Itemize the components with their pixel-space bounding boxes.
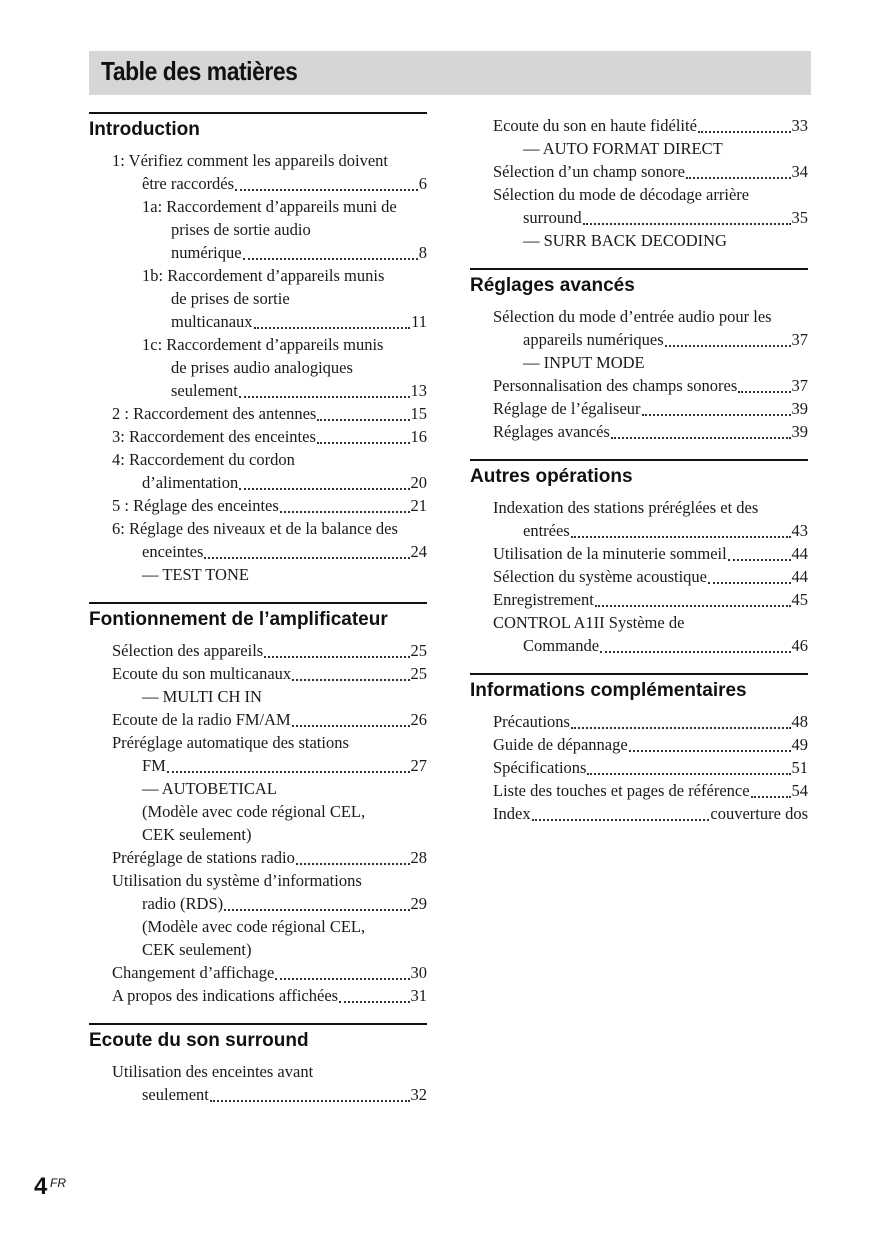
toc-entry-text: 2 : Raccordement des antennes xyxy=(112,404,317,423)
toc-entry-text: Sélection d’un champ sonore xyxy=(493,162,685,181)
toc-entry-page: 44 xyxy=(791,567,808,586)
toc-entry[interactable] xyxy=(89,540,427,563)
toc-entry-text: 5 : Réglage des enceintes xyxy=(112,496,279,515)
toc-entry[interactable] xyxy=(89,149,427,172)
toc-entry-page: 26 xyxy=(410,710,427,729)
toc-entry[interactable] xyxy=(89,708,427,731)
toc-entry[interactable] xyxy=(89,471,427,494)
toc-entry[interactable] xyxy=(89,402,427,425)
toc-entry[interactable] xyxy=(89,754,427,777)
toc-section xyxy=(89,112,427,586)
toc-entry[interactable] xyxy=(470,305,808,328)
toc-entry-text: — SURR BACK DECODING xyxy=(523,231,727,250)
dot-leader xyxy=(239,396,410,398)
toc-entry-page: 8 xyxy=(418,243,427,262)
dot-leader xyxy=(317,419,409,421)
section-heading: Fontionnement de l’amplificateur xyxy=(89,602,427,632)
toc-entry[interactable] xyxy=(89,310,427,333)
toc-entry-text: Utilisation du système d’informations xyxy=(112,871,362,890)
toc-entry-page: 25 xyxy=(410,664,427,683)
dot-leader xyxy=(698,131,791,133)
toc-entry[interactable] xyxy=(89,915,427,938)
toc-entry-text: — AUTO FORMAT DIRECT xyxy=(523,139,723,158)
toc-entry[interactable] xyxy=(89,448,427,471)
dot-leader xyxy=(600,651,790,653)
toc-entry-text: Sélection du système acoustique xyxy=(493,567,707,586)
toc-entry-text: Index xyxy=(493,804,531,823)
page-language: FR xyxy=(50,1176,66,1190)
toc-entry-text: Spécifications xyxy=(493,758,587,777)
toc-entry-text: CONTROL A1II Système de xyxy=(493,613,685,632)
toc-entry-text: de prises de sortie xyxy=(171,289,290,308)
dot-leader xyxy=(583,223,791,225)
toc-entry-text: 4: Raccordement du cordon xyxy=(112,450,295,469)
toc-entry[interactable] xyxy=(89,517,427,540)
toc-entry[interactable] xyxy=(89,823,427,846)
toc-entry-text: Sélection du mode d’entrée audio pour les xyxy=(493,307,772,326)
toc-entry[interactable] xyxy=(89,984,427,1007)
toc-entry-text: multicanaux xyxy=(171,312,253,331)
toc-entry-page: 34 xyxy=(791,162,808,181)
toc-entry-page: 30 xyxy=(410,963,427,982)
toc-entry-text: Utilisation des enceintes avant xyxy=(112,1062,314,1081)
toc-entry-page: 39 xyxy=(791,422,808,441)
toc-entry-page: 35 xyxy=(791,208,808,227)
dot-leader xyxy=(292,725,410,727)
toc-entry-text: Ecoute du son multicanaux xyxy=(112,664,292,683)
toc-entry-page: 48 xyxy=(791,712,808,731)
toc-entry[interactable] xyxy=(89,938,427,961)
toc-entry-page: 27 xyxy=(410,756,427,775)
toc-entry-page: 43 xyxy=(791,521,808,540)
toc-entry-text: prises de sortie audio xyxy=(171,220,311,239)
toc-entry-text: de prises audio analogiques xyxy=(171,358,353,377)
dot-leader xyxy=(708,582,791,584)
page-title: Table des matières xyxy=(101,56,298,86)
toc-entry-text: Sélection du mode de décodage arrière xyxy=(493,185,750,204)
toc-entry[interactable] xyxy=(89,287,427,310)
toc-entry-page: 45 xyxy=(791,590,808,609)
title-band xyxy=(89,51,811,95)
page-number: 4 xyxy=(34,1173,48,1200)
toc-entry-text: 3: Raccordement des enceintes xyxy=(112,427,316,446)
dot-leader xyxy=(296,863,410,865)
toc-entry[interactable] xyxy=(89,869,427,892)
toc-section xyxy=(470,459,808,657)
toc-entry-text: Indexation des stations préréglées et des xyxy=(493,498,759,517)
toc-entry-text: Préréglage de stations radio xyxy=(112,848,295,867)
dot-leader xyxy=(686,177,791,179)
toc-entry[interactable] xyxy=(89,777,427,800)
dot-leader xyxy=(167,771,410,773)
dot-leader xyxy=(611,437,791,439)
toc-entry[interactable] xyxy=(470,710,808,733)
toc-entry[interactable] xyxy=(89,379,427,402)
toc-entry[interactable] xyxy=(89,1083,427,1106)
toc-entry[interactable] xyxy=(89,731,427,754)
dot-leader xyxy=(751,796,791,798)
dot-leader xyxy=(629,750,791,752)
toc-entry-page: 32 xyxy=(410,1085,427,1104)
toc-entry[interactable] xyxy=(89,218,427,241)
toc-entry[interactable] xyxy=(89,1060,427,1083)
dot-leader xyxy=(243,258,418,260)
toc-entry[interactable] xyxy=(89,241,427,264)
toc-entry[interactable] xyxy=(89,685,427,708)
toc-entry-page: 13 xyxy=(410,381,427,400)
toc-entry-page: 39 xyxy=(791,399,808,418)
toc-entry-page: 37 xyxy=(791,330,808,349)
dot-leader xyxy=(738,391,790,393)
toc-entry-text: seulement xyxy=(171,381,238,400)
dot-leader xyxy=(339,1001,409,1003)
toc-entry-page: 31 xyxy=(410,986,427,1005)
dot-leader xyxy=(292,679,409,681)
toc-entry-text: CEK seulement) xyxy=(142,940,252,959)
toc-entry-text: 1b: Raccordement d’appareils munis xyxy=(142,266,385,285)
toc-entry-page: 46 xyxy=(791,636,808,655)
toc-section xyxy=(470,673,808,825)
toc-entry-page: 28 xyxy=(410,848,427,867)
toc-entry-text: Sélection des appareils xyxy=(112,641,264,660)
toc-entry-text: radio (RDS) xyxy=(142,894,224,913)
dot-leader xyxy=(280,511,410,513)
toc-entry[interactable] xyxy=(89,961,427,984)
dot-leader xyxy=(204,557,409,559)
toc-entry[interactable] xyxy=(470,565,808,588)
dot-leader xyxy=(532,819,710,821)
right-column xyxy=(470,112,808,841)
toc-entry-text: 1: Vérifiez comment les appareils doivent xyxy=(112,151,388,170)
dot-leader xyxy=(275,978,409,980)
toc-entry-page: 16 xyxy=(410,427,427,446)
toc-entry-page: 51 xyxy=(791,758,808,777)
toc-entry-text: Précautions xyxy=(493,712,570,731)
toc-entry[interactable] xyxy=(89,333,427,356)
toc-entry[interactable] xyxy=(470,519,808,542)
toc-entry[interactable] xyxy=(470,496,808,519)
toc-entry-text: Personnalisation des champs sonores xyxy=(493,376,738,395)
dot-leader xyxy=(317,442,410,444)
toc-entry[interactable] xyxy=(470,542,808,565)
toc-entry[interactable] xyxy=(89,662,427,685)
toc-entry[interactable] xyxy=(470,229,808,252)
toc-entry-text: Utilisation de la minuterie sommeil xyxy=(493,544,727,563)
dot-leader xyxy=(224,909,409,911)
toc-entry[interactable] xyxy=(89,264,427,287)
dot-leader xyxy=(254,327,411,329)
toc-entry-text: Ecoute de la radio FM/AM xyxy=(112,710,291,729)
toc-entry[interactable] xyxy=(470,756,808,779)
toc-entry-text: être raccordés xyxy=(142,174,235,193)
dot-leader xyxy=(571,727,791,729)
toc-entry-text: d’alimentation xyxy=(142,473,239,492)
toc-entry[interactable] xyxy=(89,639,427,662)
toc-entry[interactable] xyxy=(89,356,427,379)
toc-entry-text: 1a: Raccordement d’appareils muni de xyxy=(142,197,397,216)
toc-entry-page: 44 xyxy=(791,544,808,563)
toc-entry-text: Préréglage automatique des stations xyxy=(112,733,349,752)
toc-entry[interactable] xyxy=(89,494,427,517)
toc-entry-text: FM xyxy=(142,756,166,775)
toc-entry-text: — AUTOBETICAL xyxy=(142,779,277,798)
section-heading: Ecoute du son surround xyxy=(89,1023,427,1053)
toc-entry[interactable] xyxy=(470,137,808,160)
toc-entry[interactable] xyxy=(470,611,808,634)
dot-leader xyxy=(235,189,418,191)
toc-entry[interactable] xyxy=(470,634,808,657)
toc-entry-page: 33 xyxy=(791,116,808,135)
dot-leader xyxy=(728,559,791,561)
toc-entry[interactable] xyxy=(470,183,808,206)
toc-entry-page: couverture dos xyxy=(710,804,808,823)
toc-entry[interactable] xyxy=(89,892,427,915)
toc-entry-text: Changement d’affichage xyxy=(112,963,275,982)
toc-entry-text: seulement xyxy=(142,1085,209,1104)
toc-entry-text: Liste des touches et pages de référence xyxy=(493,781,750,800)
dot-leader xyxy=(264,656,409,658)
toc-section xyxy=(470,268,808,443)
toc-entry-text: Ecoute du son en haute fidélité xyxy=(493,116,697,135)
toc-entry[interactable] xyxy=(470,351,808,374)
left-column xyxy=(89,112,427,1122)
toc-entry[interactable] xyxy=(470,114,808,137)
section-heading: Réglages avancés xyxy=(470,268,808,298)
dot-leader xyxy=(239,488,409,490)
toc-entry-text: numérique xyxy=(171,243,242,262)
dot-leader xyxy=(210,1100,410,1102)
toc-entry-text: 1c: Raccordement d’appareils munis xyxy=(142,335,384,354)
toc-entry-text: Réglage de l’égaliseur xyxy=(493,399,641,418)
toc-entry-page: 49 xyxy=(791,735,808,754)
section-heading: Introduction xyxy=(89,112,427,142)
toc-entry-page: 37 xyxy=(791,376,808,395)
toc-entry[interactable] xyxy=(470,588,808,611)
toc-section xyxy=(89,1023,427,1106)
toc-entry[interactable] xyxy=(89,195,427,218)
toc-entry-text: enceintes xyxy=(142,542,204,561)
toc-entry-text: surround xyxy=(523,208,582,227)
toc-entry-text: Commande xyxy=(523,636,600,655)
toc-entry[interactable] xyxy=(89,563,427,586)
toc-section xyxy=(89,602,427,1007)
toc-entry-text: Réglages avancés xyxy=(493,422,610,441)
toc-entry[interactable] xyxy=(470,420,808,443)
toc-entry-page: 15 xyxy=(410,404,427,423)
toc-entry-page: 29 xyxy=(410,894,427,913)
dot-leader xyxy=(571,536,791,538)
toc-entry[interactable] xyxy=(470,779,808,802)
toc-entry-text: appareils numériques xyxy=(523,330,664,349)
toc-entry-text: 6: Réglage des niveaux et de la balance des xyxy=(112,519,398,538)
section-heading: Autres opérations xyxy=(470,459,808,489)
dot-leader xyxy=(665,345,791,347)
toc-entry-text: Guide de dépannage xyxy=(493,735,628,754)
toc-entry-text: A propos des indications affichées xyxy=(112,986,339,1005)
toc-entry[interactable] xyxy=(470,397,808,420)
toc-entry-page: 6 xyxy=(418,174,427,193)
toc-entry-text: Enregistrement xyxy=(493,590,594,609)
toc-entry-page: 11 xyxy=(411,312,427,331)
toc-entry[interactable] xyxy=(89,172,427,195)
toc-entry[interactable] xyxy=(470,328,808,351)
toc-entry-text: — MULTI CH IN xyxy=(142,687,262,706)
toc-entry-page: 24 xyxy=(410,542,427,561)
section-heading: Informations complémentaires xyxy=(470,673,808,703)
toc-entry-text: (Modèle avec code régional CEL, xyxy=(142,917,366,936)
toc-entry[interactable] xyxy=(470,374,808,397)
toc-entry[interactable] xyxy=(470,802,808,825)
toc-entry-page: 20 xyxy=(410,473,427,492)
toc-entry[interactable] xyxy=(470,206,808,229)
dot-leader xyxy=(595,605,791,607)
toc-entry-text: — INPUT MODE xyxy=(523,353,645,372)
toc-entry-text: entrées xyxy=(523,521,570,540)
toc-entry-text: CEK seulement) xyxy=(142,825,252,844)
toc-entry[interactable] xyxy=(470,160,808,183)
toc-section xyxy=(470,112,808,252)
dot-leader xyxy=(587,773,790,775)
toc-entry-page: 25 xyxy=(410,641,427,660)
toc-entry-text: (Modèle avec code régional CEL, xyxy=(142,802,366,821)
toc-entry[interactable] xyxy=(89,425,427,448)
toc-entry[interactable] xyxy=(89,846,427,869)
toc-entry-text: — TEST TONE xyxy=(142,565,249,584)
toc-entry[interactable] xyxy=(89,800,427,823)
toc-entry-page: 21 xyxy=(410,496,427,515)
toc-entry-page: 54 xyxy=(791,781,808,800)
dot-leader xyxy=(642,414,791,416)
toc-entry[interactable] xyxy=(470,733,808,756)
